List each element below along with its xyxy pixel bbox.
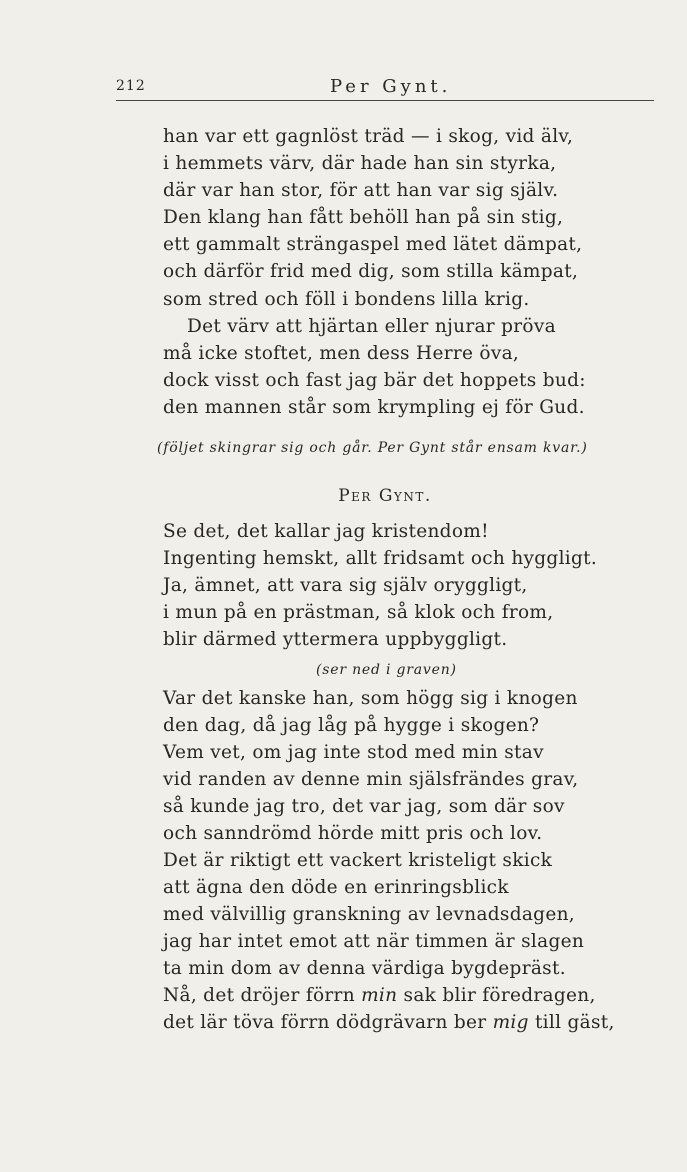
verse-line: där var han stor, för att han var sig själv.	[163, 180, 559, 201]
verse-line: Vem vet, om jag inte stod med min stav	[163, 742, 544, 763]
verse-line: Ja, ämnet, att vara sig själv oryggligt,	[163, 575, 528, 596]
verse-line: han var ett gagnlöst träd — i skog, vid älv,	[163, 126, 574, 147]
verse-line: blir därmed yttermera uppbyggligt.	[163, 629, 508, 650]
verse-text: det lär töva förrn dödgrävarn ber	[163, 1012, 493, 1033]
verse-line: i mun på en prästman, så klok och from,	[163, 602, 554, 623]
verse-line: Ingenting hemskt, allt fridsamt och hyggligt.	[163, 548, 598, 569]
page-header	[116, 76, 654, 101]
speaker-name: Per Gynt.	[338, 486, 432, 506]
verse-line: med välvillig granskning av levnadsdagen,	[163, 904, 575, 925]
verse-line: den dag, då jag låg på hygge i skogen?	[163, 715, 540, 736]
verse-line: Se det, det kallar jag kristendom!	[163, 521, 489, 542]
verse-line: Var det kanske han, som högg sig i knogen	[163, 688, 578, 709]
verse-line: ett gammalt strängaspel med lätet dämpat,	[163, 234, 583, 255]
verse-line: må icke stoftet, men dess Herre öva,	[163, 343, 520, 364]
running-title: Per Gynt.	[330, 76, 452, 97]
verse-line: Den klang han fått behöll han på sin stig,	[163, 207, 564, 228]
emphasized-word: min	[361, 985, 398, 1006]
emphasized-word: mig	[492, 1012, 529, 1033]
verse-line	[163, 986, 596, 1006]
verse-text: till gäst,	[528, 1012, 615, 1033]
verse-line: ta min dom av denna värdiga bygdepräst.	[163, 958, 566, 979]
verse-line: och sanndrömd hörde mitt pris och lov.	[163, 823, 543, 844]
verse-line: vid randen av denne min själsfrändes grav,	[163, 769, 579, 790]
verse-line	[163, 1013, 615, 1033]
verse-line: i hemmets värv, där hade han sin styrka,	[163, 153, 557, 174]
verse-text: sak blir föredragen,	[397, 985, 596, 1006]
verse-line: den mannen står som krympling ej för Gud.	[163, 397, 585, 418]
verse-text: Nå, det dröjer förrn	[163, 985, 362, 1006]
verse-line: som stred och föll i bondens lilla krig.	[163, 289, 530, 310]
verse-line: dock visst och fast jag bär det hoppets bud:	[163, 370, 586, 391]
verse-line: så kunde jag tro, det var jag, som där sov	[163, 796, 565, 817]
verse-line: Det värv att hjärtan eller njurar pröva	[187, 316, 556, 337]
stage-direction: (ser ned i graven)	[316, 662, 457, 678]
verse-line: jag har intet emot att när timmen är slagen	[163, 931, 585, 952]
verse-line: att ägna den döde en erinringsblick	[163, 877, 509, 898]
verse-line: och därför frid med dig, som stilla kämpat,	[163, 261, 579, 282]
stage-direction: (följet skingrar sig och går. Per Gynt står ensam kvar.)	[157, 440, 588, 456]
verse-line: Det är riktigt ett vackert kristeligt skick	[163, 850, 553, 871]
page-number: 212	[116, 78, 146, 94]
